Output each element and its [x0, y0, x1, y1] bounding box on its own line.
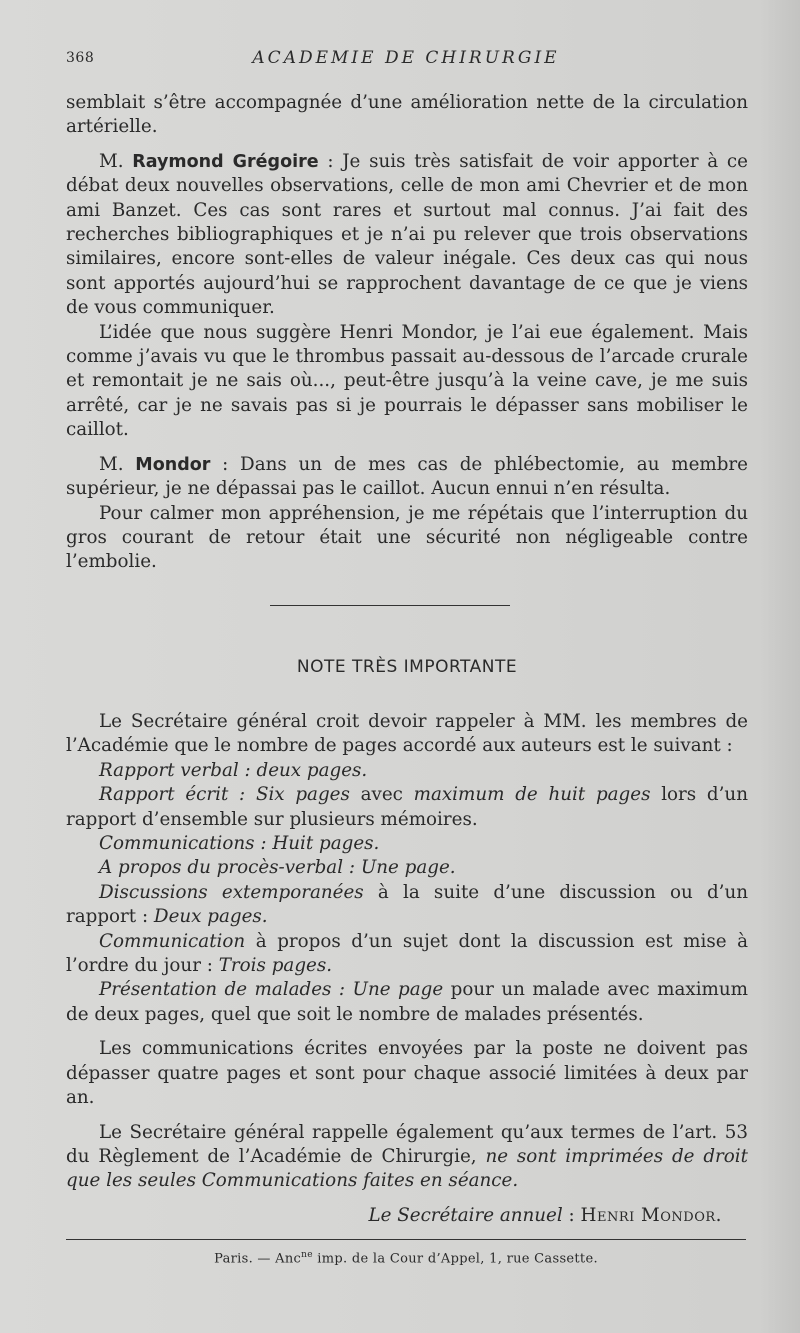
printer-imprint: Paris. — Anc$^{ne}$ imp. de la Cour d’Appel, 1, rue Cassette. [214, 1250, 598, 1267]
section-separator [270, 605, 510, 606]
note-title: NOTE TRÈS IMPORTANTE [296, 657, 518, 677]
speaker-prefix: M. [99, 150, 133, 172]
signature-name: Henri Mondor. [580, 1204, 722, 1226]
discussion-body [66, 91, 748, 575]
speech-text-gregoire: : Je suis très satisfait de voir apporter à ce débat deux nouvelles observations, celle de mon ami Chevrier et de mon ami Banzet. Ces cas sont rares et surtout mal connus. J’ai fait des recherches bibliographiques et je n’ai pu relever que trois observations similaires, encore sont-elles de valeur inégale. Ces deux cas qui nous sont apportés aujourd’hui se rapprochent davantage de ce que je viens de vous communiquer. [66, 150, 748, 319]
page-number: 368 [66, 50, 95, 66]
note-item-presentation: Présentation de malades : Une page pour un malade avec maximum de deux pages, quel que soit le nombre de malades présentés. [66, 979, 748, 1025]
note-item-rapport-verbal: Rapport verbal : deux pages. [99, 759, 368, 781]
speech-text-mondor: : Dans un de mes cas de phlébectomie, au membre supérieur, je ne dépassai pas le caillot. Aucun ennui n’en résulta. [66, 453, 748, 500]
speaker-prefix: M. [99, 453, 136, 475]
speaker-name-gregoire: Raymond Grégoire [132, 151, 319, 172]
paragraph-mondor [66, 453, 748, 502]
paragraph-gregoire [66, 150, 748, 321]
note-body [66, 710, 748, 1228]
note-item-rapport-ecrit: Rapport écrit : Six pages avec maximum de huit pages lors d’un rapport d’ensemble sur plusieurs mémoires. [66, 784, 748, 830]
running-title: ACADEMIE DE CHIRURGIE [252, 48, 560, 68]
paragraph-mondor-continued: Pour calmer mon appréhension, je me répétais que l’interruption du gros courant de retour était une sécurité non négligeable contre l’embolie. [66, 502, 748, 573]
page-edge-shadow [760, 0, 800, 1333]
signature: Le Secrétaire annuel : Henri Mondor. [368, 1204, 722, 1226]
page-header [66, 48, 746, 72]
speaker-name-mondor: Mondor [135, 454, 211, 475]
note-item-communication: Communication à propos d’un sujet dont la discussion est mise à l’ordre du jour : Trois pages. [66, 930, 748, 977]
note-written-communications: Les communications écrites envoyées par la poste ne doivent pas dépasser quatre pages et sont pour chaque associé limitées à deux par an. [66, 1038, 748, 1109]
note-rule: Le Secrétaire général rappelle également qu’aux termes de l’art. 53 du Règlement de l’Académie de Chirurgie, ne sont imprimées de droit que les seules Communications faites en séance. [66, 1121, 748, 1192]
paragraph-continuation: semblait s’être accompagnée d’une amélioration nette de la circulation artérielle. [66, 92, 748, 138]
note-item-discussions: Discussions extemporanées à la suite d’une discussion ou d’un rapport : Deux pages. [66, 881, 749, 928]
paragraph-gregoire-continued: L’idée que nous suggère Henri Mondor, je l’ai eue également. Mais comme j’avais vu que le thrombus passait au-dessous de l’arcade crurale et remontait je ne sais où..., peut-être jusqu’à la veine cave, je me suis arrêté, car je ne savais pas si je pourrais le dépasser sans mobiliser le caillot. [66, 321, 748, 441]
note-intro: Le Secrétaire général croit devoir rappeler à MM. les membres de l’Académie que le nombre de pages accordé aux auteurs est le suivant : [66, 711, 748, 757]
note-item-proces-verbal: A propos du procès-verbal : Une page. [99, 857, 456, 879]
note-item-communications: Communications : Huit pages. [99, 833, 380, 855]
footer-rule [66, 1239, 746, 1240]
signature-label: Le Secrétaire annuel [368, 1204, 563, 1226]
